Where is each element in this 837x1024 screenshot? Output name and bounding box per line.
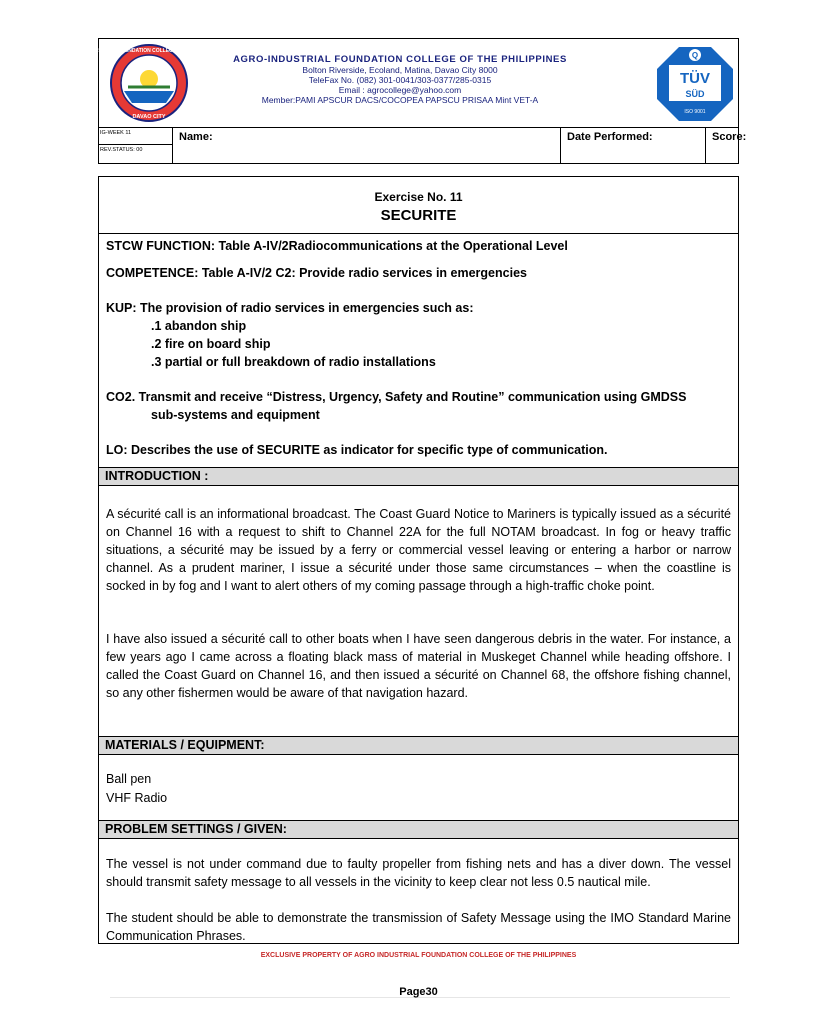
logo-city-text: DAVAO CITY bbox=[132, 114, 166, 120]
week-code: IG-WEEK 11 bbox=[98, 128, 173, 145]
date-label: Date Performed: bbox=[567, 131, 653, 143]
institution-email: Email : agrocollege@yahoo.com bbox=[338, 85, 462, 95]
name-field[interactable] bbox=[173, 128, 561, 163]
institution-name: AGRO-INDUSTRIAL FOUNDATION COLLEGE OF THE PHILIPPINES bbox=[233, 54, 567, 65]
introduction-heading: INTRODUCTION : bbox=[99, 468, 738, 485]
rev-status: REV.STATUS: 00 bbox=[98, 145, 173, 163]
kup-item: .2 fire on board ship bbox=[151, 337, 271, 351]
materials-divider-bottom bbox=[98, 754, 739, 755]
score-label: Score: bbox=[712, 131, 747, 143]
material-item: VHF Radio bbox=[106, 791, 168, 805]
tuv-certification-badge bbox=[655, 45, 735, 123]
score-field[interactable] bbox=[706, 128, 837, 163]
tuv-sub-text: SÜD bbox=[685, 89, 705, 99]
institution-address: Bolton Riverside, Ecoland, Matina, Davao City 8000 bbox=[302, 65, 498, 75]
co2-line1: CO2. Transmit and receive “Distress, Urgency, Safety and Routine” communication using GMDSS bbox=[106, 390, 687, 404]
problem-paragraph-2: The student should be able to demonstrate the transmission of Safety Message using the IMO Standard Marine Communication Phrases. bbox=[106, 911, 731, 943]
materials-heading: MATERIALS / EQUIPMENT: bbox=[99, 737, 738, 754]
exercise-title: SECURITE bbox=[380, 207, 457, 224]
institution-telefax: TeleFax No. (082) 301-0041/303-0377/285-0315 bbox=[308, 75, 492, 85]
learning-objective: LO: Describes the use of SECURITE as indicator for specific type of communication. bbox=[106, 443, 608, 457]
institution-block bbox=[200, 55, 600, 105]
intro-divider-bottom bbox=[98, 485, 739, 486]
kup-item: .3 partial or full breakdown of radio installations bbox=[151, 355, 436, 369]
tuv-q-mark: Q bbox=[691, 51, 699, 60]
institution-member: Member:PAMI APSCUR DACS/COCOPEA PAPSCU PRISAA Mint VET-A bbox=[261, 95, 539, 105]
competence: COMPETENCE: Table A-IV/2 C2: Provide radio services in emergencies bbox=[106, 266, 527, 280]
date-performed-field[interactable] bbox=[561, 128, 706, 163]
logo-ring-text: AGRO-INDUSTRIAL FOUNDATION COLLEGE OF THE PHILIPPINES bbox=[69, 48, 229, 54]
material-item: Ball pen bbox=[106, 772, 152, 786]
kup-item: .1 abandon ship bbox=[151, 319, 247, 333]
problem-heading: PROBLEM SETTINGS / GIVEN: bbox=[99, 821, 738, 838]
page-number: Page30 bbox=[399, 986, 438, 998]
co2-line2: sub-systems and equipment bbox=[151, 408, 320, 422]
problem-paragraph-1: The vessel is not under command due to faulty propeller from fishing nets and has a diver down. The vessel should transmit safety message to all vessels in the vicinity to keep clear not less 0.5 nautical mile. bbox=[106, 857, 731, 889]
student-info-row bbox=[98, 128, 747, 163]
name-label: Name: bbox=[179, 131, 213, 143]
exercise-number: Exercise No. 11 bbox=[374, 190, 463, 204]
kup: KUP: The provision of radio services in emergencies such as: bbox=[106, 301, 474, 315]
tuv-text: TÜV bbox=[680, 70, 710, 87]
intro-paragraph-1: A sécurité call is an informational broadcast. The Coast Guard Notice to Mariners is typically issued as a sécurité on Channel 16 with a request to shift to Channel 22A for the full NOTAM broadcast. In fog or heavy traffic situations, a sécurité may be issued by a ferry or commercial vessel leaving or entering a harbor or narrow channel. As a prudent mariner, I issue a sécurité under those same circumstances – when the coastline is socked in by fog and I want to alert others of my coming passage through a high-traffic choke point. bbox=[106, 507, 731, 593]
college-logo bbox=[69, 43, 229, 123]
intro-paragraph-2: I have also issued a sécurité call to other boats when I have seen dangerous debris in the water. For instance, a few years ago I came across a floating black mass of material in Muskeget Channel while heading offshore. I called the Coast Guard on Channel 16, and then issued a sécurité on Channel 68, the offshore fishing channel, so any other fishermen would be aware of that navigation hazard. bbox=[106, 632, 731, 700]
stcw-function: STCW FUNCTION: Table A-IV/2Radiocommunications at the Operational Level bbox=[106, 239, 568, 253]
property-notice: EXCLUSIVE PROPERTY OF AGRO INDUSTRIAL FOUNDATION COLLEGE OF THE PHILIPPINES bbox=[260, 952, 577, 959]
problem-divider-bottom bbox=[98, 838, 739, 839]
title-divider bbox=[98, 233, 739, 234]
tuv-iso-text: ISO 9001 bbox=[684, 109, 706, 115]
